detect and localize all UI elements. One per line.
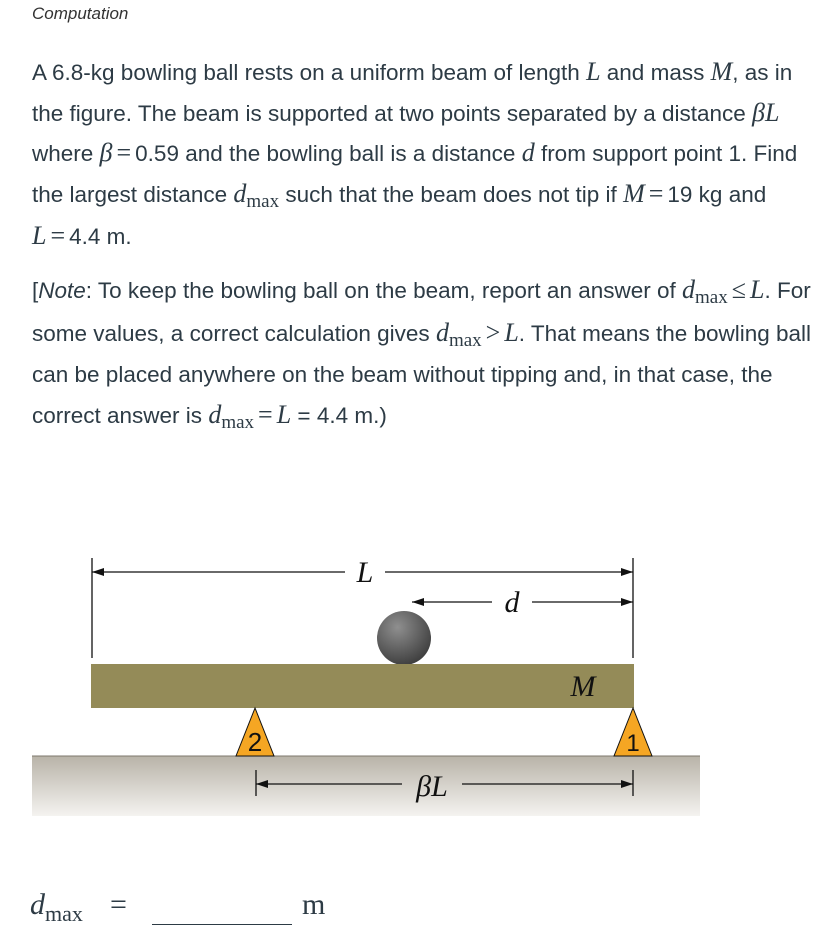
math-symbol-base: d bbox=[521, 138, 535, 167]
beam-diagram bbox=[0, 540, 820, 840]
math-symbol bbox=[277, 400, 291, 429]
math-symbol-base: L bbox=[504, 317, 519, 347]
bowling-ball bbox=[377, 611, 431, 665]
math-operator: > bbox=[485, 317, 501, 347]
text-run: , as in the figure. The beam is supported at two points separated by a distance bbox=[32, 60, 793, 126]
problem-note bbox=[32, 270, 812, 437]
answer-equals: = bbox=[110, 888, 127, 921]
answer-input[interactable] bbox=[152, 894, 292, 924]
section-label: Computation bbox=[32, 4, 129, 23]
math-operator: = bbox=[116, 138, 132, 167]
text-run: A 6.8-kg bowling ball rests on a uniform beam of length bbox=[32, 60, 587, 85]
math-symbol-base: d bbox=[233, 178, 247, 208]
text-run: such that the beam does not tip if bbox=[279, 181, 624, 207]
math-symbol bbox=[32, 221, 46, 250]
math-symbol bbox=[750, 275, 764, 304]
support-2-label: 2 bbox=[247, 727, 263, 757]
math-subscript: max bbox=[221, 411, 255, 433]
math-operator: ≤ bbox=[731, 275, 747, 304]
italic-text: Note bbox=[38, 278, 86, 303]
math-symbol-base: L bbox=[750, 275, 765, 304]
text-run: from support point 1. Find the largest distance bbox=[32, 141, 798, 207]
math-symbol-base: βL bbox=[752, 97, 780, 127]
math-symbol-base: d bbox=[208, 399, 222, 429]
answer-variable bbox=[30, 888, 83, 926]
math-symbol bbox=[504, 318, 518, 347]
math-symbol bbox=[233, 178, 280, 212]
math-symbol-base: d bbox=[682, 275, 696, 304]
text-run: where bbox=[32, 141, 100, 166]
math-operator: = bbox=[648, 178, 664, 208]
betaL-label: βL bbox=[416, 770, 448, 803]
text-run: . That means the bowling ball can be placed anywhere on the beam without tipping and, in that case, the correct answer is bbox=[32, 320, 812, 428]
L-label: L bbox=[356, 556, 374, 589]
M-label: M bbox=[570, 670, 596, 703]
text-run: . For some values, a correct calculation gives bbox=[32, 278, 811, 346]
text-run: 0.59 and the bowling ball is a distance bbox=[135, 141, 522, 166]
beam bbox=[91, 664, 634, 708]
answer-variable-symbol: d bbox=[30, 888, 45, 921]
math-symbol-base: L bbox=[276, 399, 292, 429]
math-symbol-base: M bbox=[623, 178, 645, 208]
text-run: [ bbox=[32, 278, 39, 303]
d-label: d bbox=[504, 586, 520, 619]
math-subscript: max bbox=[246, 190, 280, 212]
math-subscript: max bbox=[695, 287, 728, 308]
beam-figure bbox=[0, 540, 820, 840]
ground bbox=[32, 756, 700, 816]
math-operator: = bbox=[258, 399, 273, 429]
math-symbol bbox=[752, 98, 779, 127]
text-run: 4.4 m. bbox=[69, 224, 132, 249]
math-symbol bbox=[711, 57, 733, 86]
math-symbol-base: d bbox=[435, 317, 449, 347]
math-symbol-base: β bbox=[99, 138, 113, 167]
text-run: and mass bbox=[600, 60, 711, 85]
answer-variable-subscript: max bbox=[45, 901, 83, 926]
math-symbol bbox=[586, 57, 600, 86]
math-symbol bbox=[682, 275, 728, 308]
math-operator: = bbox=[50, 221, 66, 250]
math-symbol bbox=[435, 317, 482, 351]
math-symbol-base: L bbox=[586, 57, 601, 86]
text-run: = 4.4 m.) bbox=[291, 402, 387, 428]
math-symbol-base: M bbox=[710, 57, 733, 86]
problem-statement bbox=[32, 52, 812, 257]
math-symbol bbox=[208, 399, 255, 433]
math-subscript: max bbox=[448, 329, 482, 351]
text-run: : To keep the bowling ball on the beam, report an answer of bbox=[85, 278, 683, 303]
answer-row bbox=[30, 888, 330, 932]
support-1-label: 1 bbox=[626, 730, 640, 757]
math-symbol bbox=[623, 179, 645, 208]
math-symbol bbox=[100, 138, 113, 167]
answer-underline bbox=[152, 924, 292, 925]
text-run: 19 kg and bbox=[667, 181, 767, 207]
math-symbol-base: L bbox=[32, 221, 47, 250]
math-symbol bbox=[522, 138, 535, 167]
answer-unit: m bbox=[302, 888, 326, 921]
